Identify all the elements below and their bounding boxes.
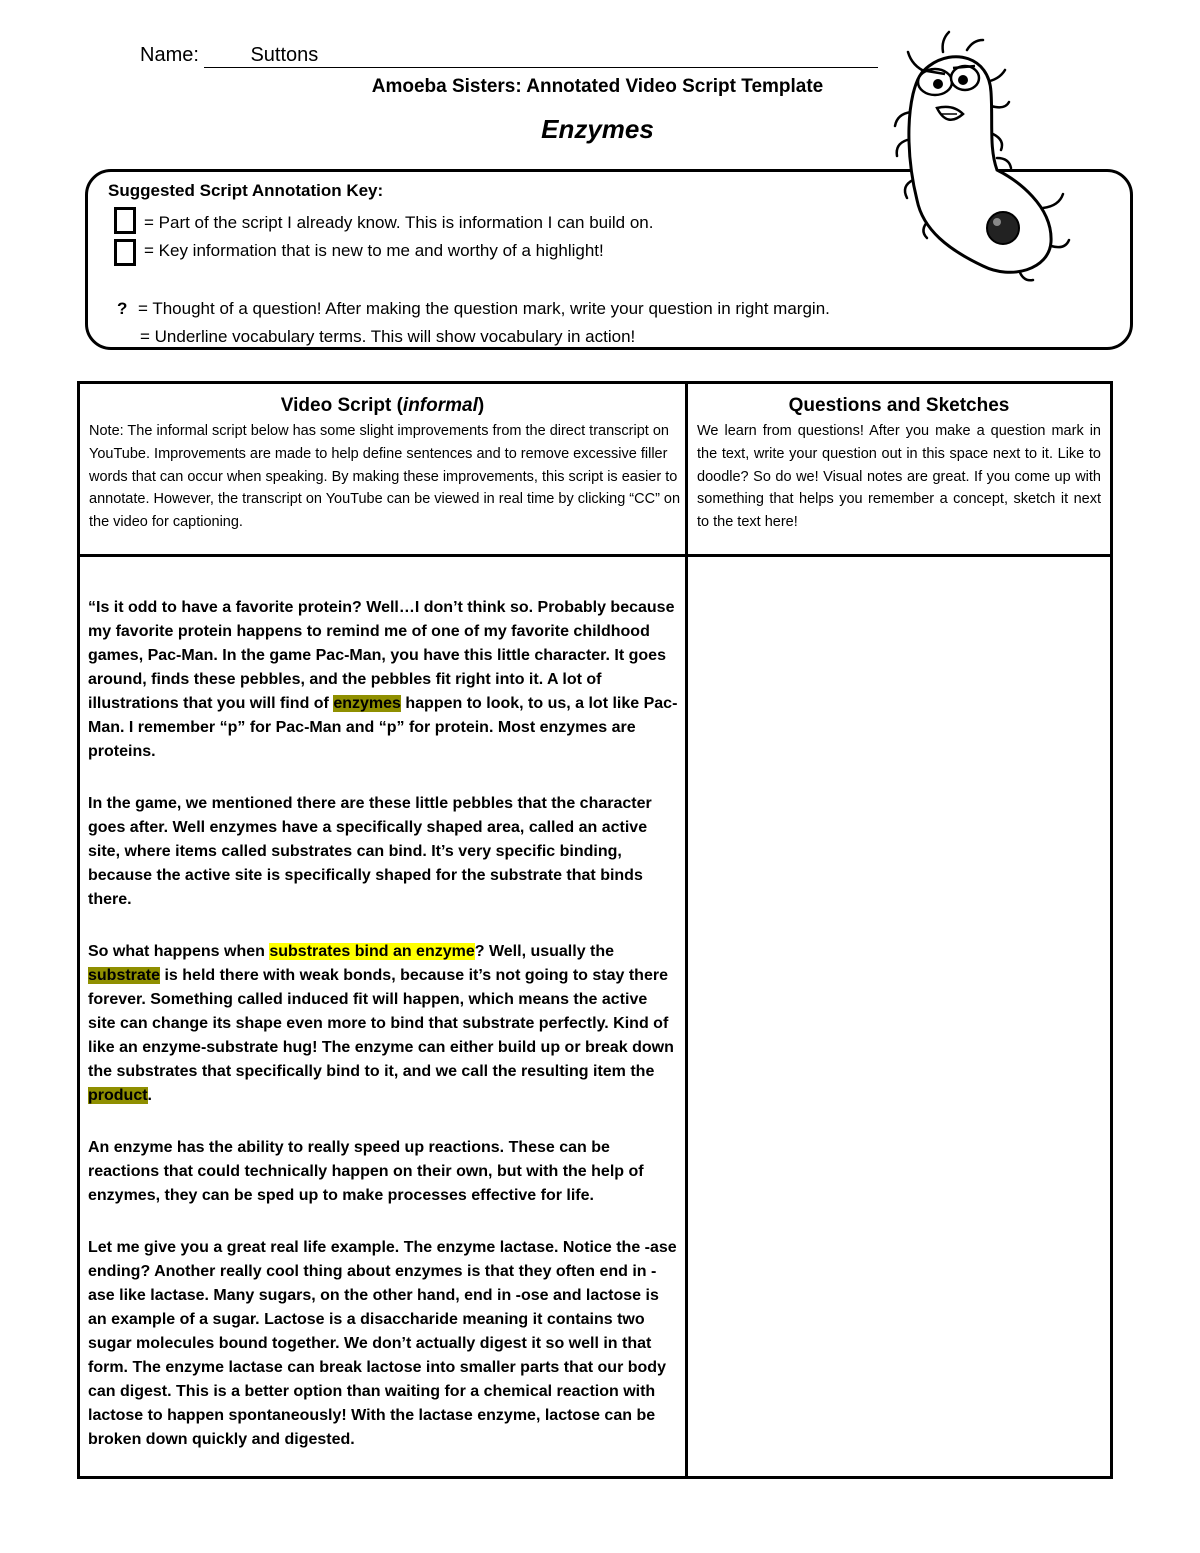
page-subtitle: Amoeba Sisters: Annotated Video Script Template — [371, 76, 824, 97]
highlight-enzymes: enzymes — [333, 695, 401, 712]
key-item-known: = Part of the script I already know. This is information I can build on. — [144, 213, 654, 232]
key-item-underline: = Underline vocabulary terms. This will show vocabulary in action! — [140, 327, 636, 346]
script-paragraph-5: Let me give you a great real life example. The enzyme lactase. Notice the -ase ending? Another really cool thing about enzymes is that they often end in -ase like lactase. Many sugars, on the other hand, end in -ose and lactose is an example of a sugar. Lactose is a disaccharide meaning it contains two sugar molecules bound together. We don’t actually digest it so well in that form. The enzyme lactase can break lactose into smaller parts that our body can digest. This is a better option than waiting for a chemical reaction with lactose to happen spontaneously! With the lactase enzyme, lactose can be broken down quickly and digested. — [88, 1239, 677, 1448]
script-paragraph-1: “Is it odd to have a favorite protein? Well…I don’t think so. Probably because my favorite protein happens to remind me of one of my favorite childhood games, Pac-Man. In the game Pac-Man, you have this little character. It goes around, finds these pebbles, and the pebbles fit right into it. A lot of illustrations that you will find of enzymes happen to look, to us, a lot like Pac-Man. I remember “p” for Pac-Man and “p” for protein. Most enzymes are proteins. — [88, 599, 678, 760]
video-script-header: Video Script (informal) — [280, 395, 485, 416]
amoeba-mascot-icon — [893, 30, 1071, 282]
questions-sketches-header: Questions and Sketches — [788, 395, 1010, 416]
name-blank-end — [318, 44, 878, 68]
column-divider — [685, 381, 688, 1479]
highlight-product: product — [88, 1087, 148, 1104]
page-title: Enzymes — [541, 114, 654, 144]
highlight-substrates-bind: substrates bind an enzyme — [269, 943, 475, 960]
name-value[interactable]: Suttons — [250, 44, 319, 66]
script-paragraph-2: In the game, we mentioned there are these little pebbles that the character goes after. Well enzymes have a specifically shaped area, called an active site, where items called substrates can bind. It’s very specific binding, because the active site is specifically shaped for the substrate that binds there. — [88, 795, 652, 908]
key-title: Suggested Script Annotation Key: — [108, 181, 384, 200]
key-box-new-icon — [114, 239, 136, 266]
script-paragraph-3: So what happens when substrates bind an enzyme? Well, usually the substrate is held there with weak bonds, because it’s not going to stay there forever. Something called induced fit will happen, which means the active site can change its shape even more to bind that substrate perfectly. Kind of like an enzyme-substrate hug! The enzyme can either build up or break down the substrates that specifically bind to it, and we call the resulting item the product. — [88, 943, 674, 1104]
key-item-question: = Thought of a question! After making the question mark, write your question in right margin. — [138, 299, 830, 318]
video-script-note: Note: The informal script below has some slight improvements from the direct transcript on YouTube. Improvements are made to help define sentences and to remove excessive filler words that can occur when speaking. By making these improvements, this script is easier to annotate. However, the transcript on YouTube can be viewed in real time by clicking “CC” on the video for captioning. — [89, 423, 681, 531]
key-item-new: = Key information that is new to me and worthy of a highlight! — [144, 241, 604, 260]
script-paragraph-4: An enzyme has the ability to really speed up reactions. These can be reactions that could technically happen on their own, but with the help of enzymes, they can be sped up to make processes effective for life. — [88, 1139, 644, 1204]
highlight-substrate: substrate — [88, 967, 161, 984]
name-label: Name: — [140, 44, 199, 66]
key-box-known-icon — [114, 207, 136, 234]
questions-sketches-area[interactable] — [690, 558, 1110, 1476]
question-mark-icon: ? — [117, 299, 128, 318]
name-line — [140, 44, 878, 68]
video-script-body — [88, 596, 678, 1480]
name-blank-start — [204, 44, 250, 68]
questions-sketches-note: We learn from questions! After you make a question mark in the text, write your question out in this space next to it. Like to doodle? So do we! Visual notes are great. If you come up with something that helps you remember a concept, sketch it next to the text here! — [697, 423, 1101, 531]
header-row-divider — [77, 554, 1113, 557]
